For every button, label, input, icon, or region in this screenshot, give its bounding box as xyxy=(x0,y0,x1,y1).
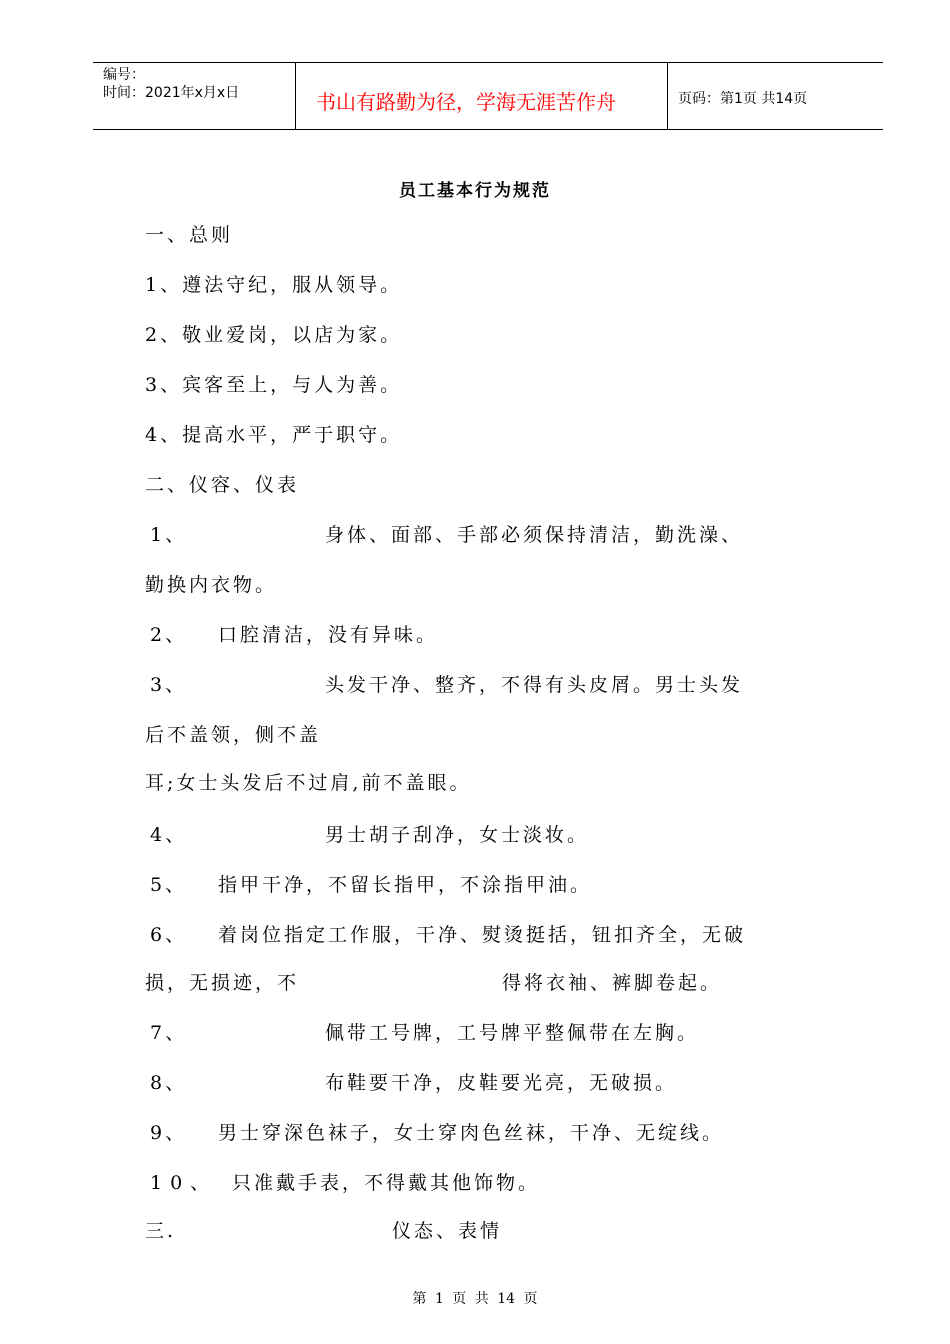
item-number: 8、 xyxy=(150,1072,188,1094)
item-number: 9、 xyxy=(150,1122,188,1144)
header-top-rule xyxy=(93,62,883,63)
header-divider-2 xyxy=(667,62,668,130)
rule-item: 1、遵法守纪，服从领导。 xyxy=(145,274,403,296)
rule-item: 只准戴手表，不得戴其他饰物。 xyxy=(232,1172,541,1194)
rule-item: 指甲干净，不留长指甲，不涂指甲油。 xyxy=(218,874,593,896)
header-bottom-rule xyxy=(93,129,883,130)
rule-item: 着岗位指定工作服，干净、熨烫挺括，钮扣齐全，无破 xyxy=(218,924,747,946)
item-number: 1、 xyxy=(150,524,188,546)
item-number: 3、 xyxy=(150,674,188,696)
header-divider-1 xyxy=(295,62,296,130)
rule-item-continuation: 损，无损迹，不 xyxy=(145,972,300,994)
item-number: 5、 xyxy=(150,874,188,896)
rule-item-continuation: 后不盖领，侧不盖 xyxy=(145,724,322,746)
page-footer: 第 1 页 共 14 页 xyxy=(412,1291,538,1307)
item-number: 10、 xyxy=(150,1172,218,1194)
rule-item: 头发干净、整齐，不得有头皮屑。男士头发 xyxy=(325,674,744,696)
section-heading: 一、总则 xyxy=(145,224,234,246)
item-number: 4、 xyxy=(150,824,188,846)
rule-item: 口腔清洁，没有异味。 xyxy=(218,624,439,646)
header-motto: 书山有路勤为径，学海无涯苦作舟 xyxy=(316,90,616,114)
rule-item: 男士穿深色袜子，女士穿肉色丝袜，干净、无绽线。 xyxy=(218,1122,725,1144)
rule-item: 布鞋要干净，皮鞋要光亮，无破损。 xyxy=(325,1072,678,1094)
item-number: 2、 xyxy=(150,624,188,646)
rule-item-continuation: 得将衣袖、裤脚卷起。 xyxy=(502,972,723,994)
rule-item-continuation: 勤换内衣物。 xyxy=(145,574,278,596)
section-heading: 仪态、表情 xyxy=(392,1220,503,1242)
item-number: 7、 xyxy=(150,1022,188,1044)
time-label: 时间：2021年x月x日 xyxy=(103,85,240,101)
document-title: 员工基本行为规范 xyxy=(399,181,551,201)
rule-item-continuation: 耳;女士头发后不过肩,前不盖眼。 xyxy=(145,772,472,794)
section-heading-number: 三. xyxy=(145,1220,177,1242)
page-label: 页码：第1页 共14页 xyxy=(678,91,808,107)
rule-item: 身体、面部、手部必须保持清洁，勤洗澡、 xyxy=(325,524,744,546)
rule-item: 佩带工号牌，工号牌平整佩带在左胸。 xyxy=(325,1022,700,1044)
serial-label: 编号： xyxy=(103,67,145,83)
rule-item: 2、敬业爱岗，以店为家。 xyxy=(145,324,403,346)
rule-item: 3、宾客至上，与人为善。 xyxy=(145,374,403,396)
rule-item: 4、提高水平，严于职守。 xyxy=(145,424,403,446)
rule-item: 男士胡子刮净，女士淡妆。 xyxy=(325,824,590,846)
item-number: 6、 xyxy=(150,924,188,946)
section-heading: 二、仪容、仪表 xyxy=(145,474,300,496)
